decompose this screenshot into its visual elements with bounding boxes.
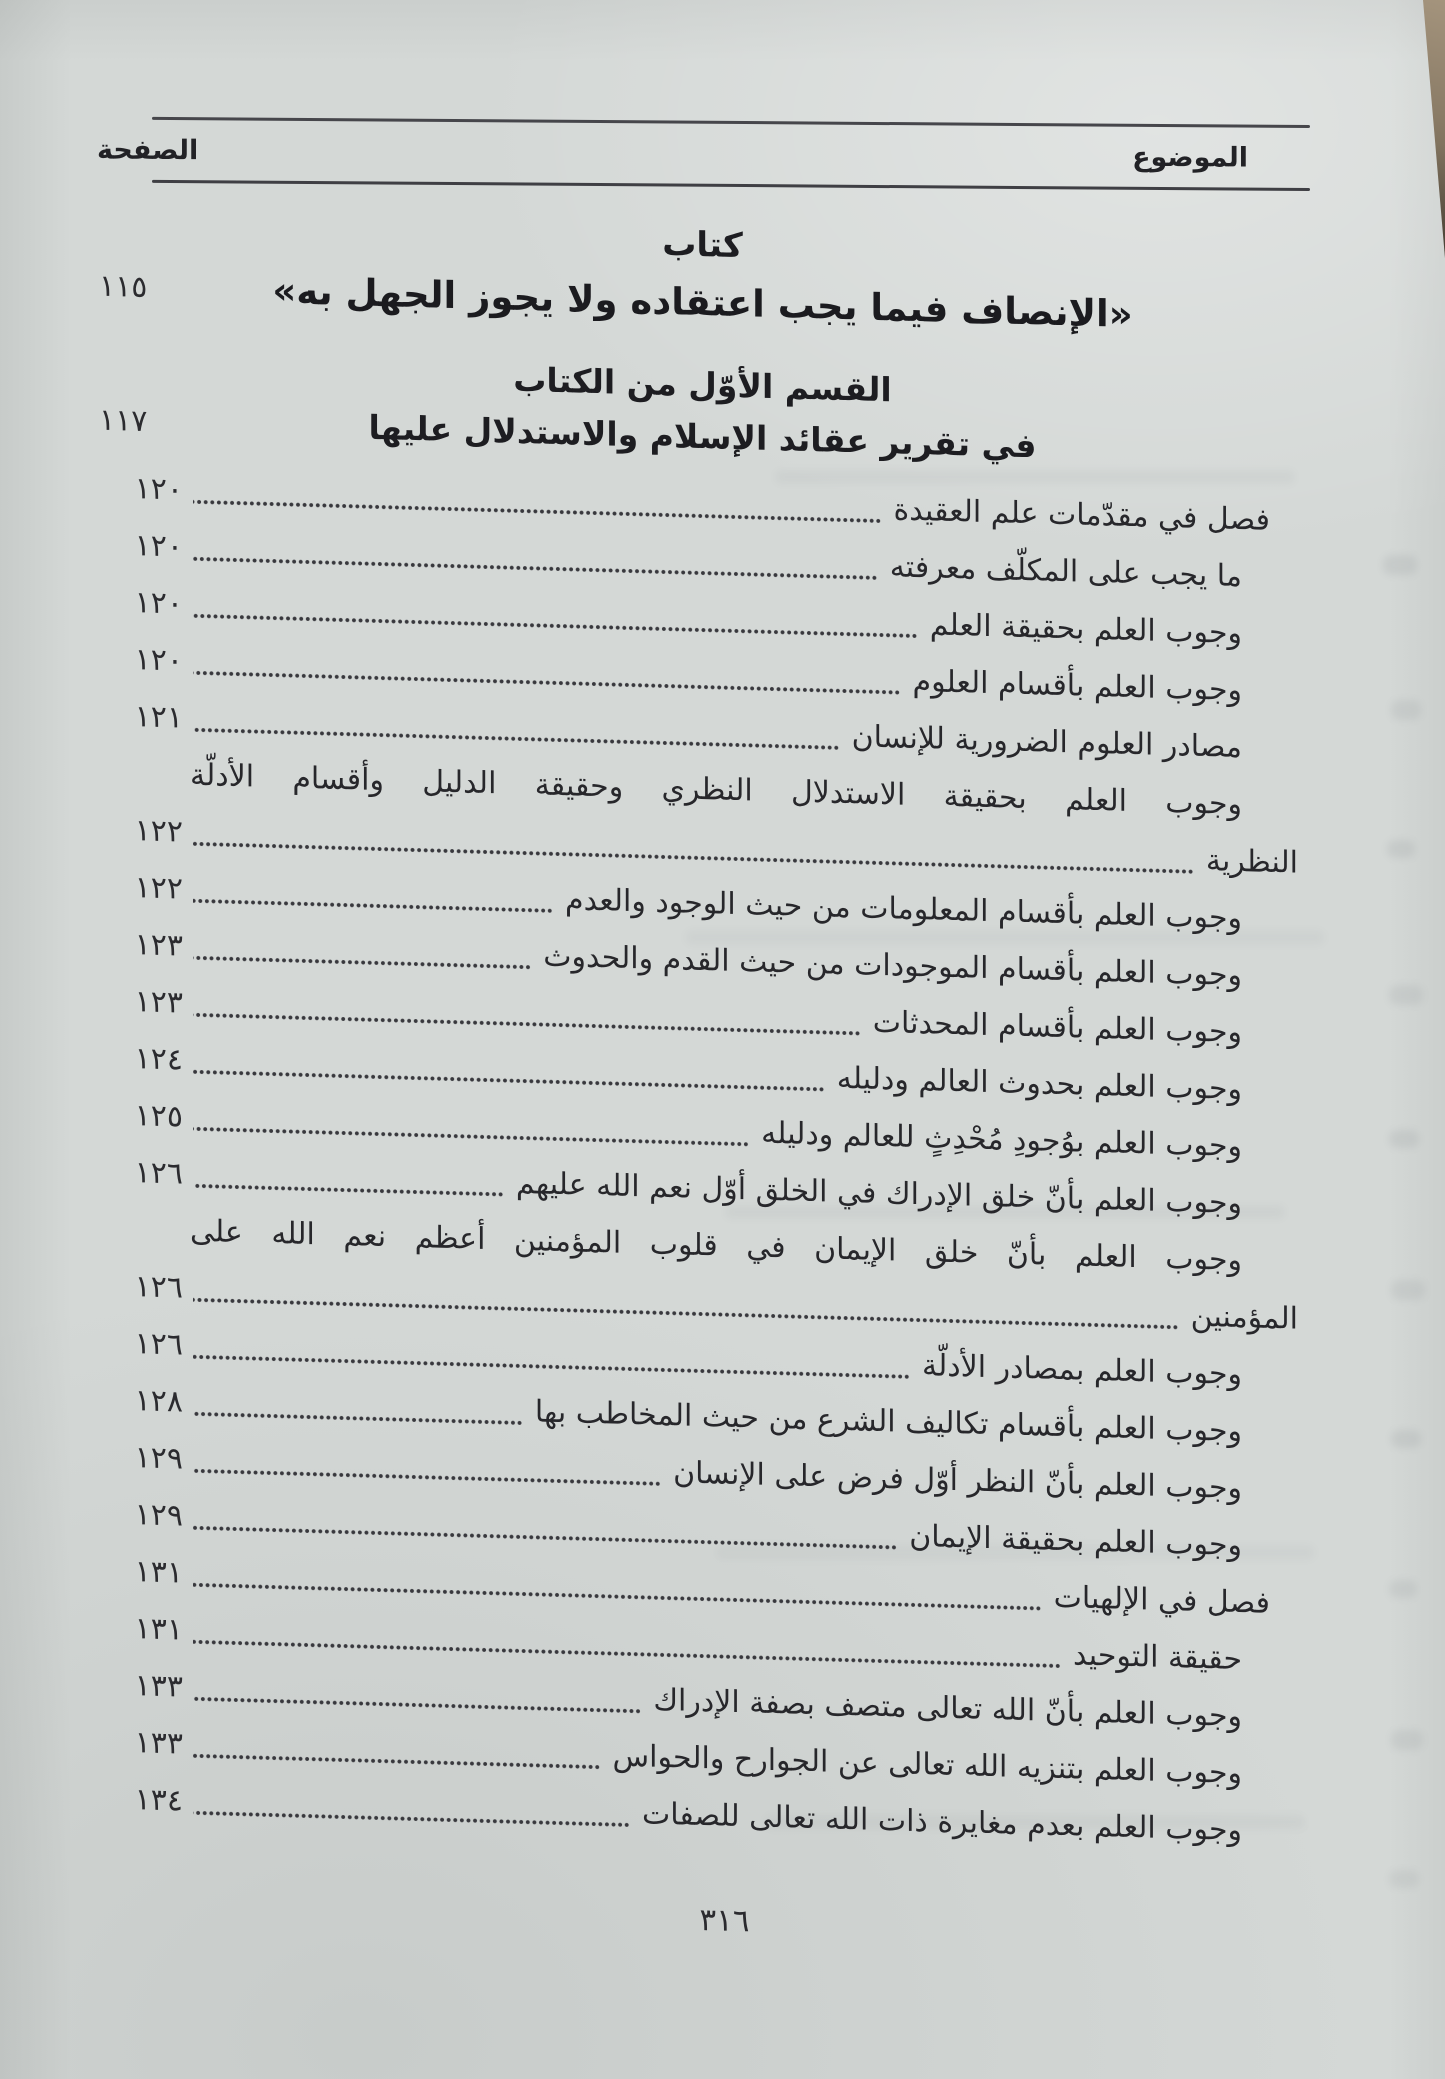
toc-page-number: ١٣٣ bbox=[134, 1668, 183, 1705]
toc-page-number: ١٢٣ bbox=[134, 984, 183, 1021]
toc-entry-title: وجوب العلم بأقسام المحدثات bbox=[872, 1004, 1242, 1051]
toc-entry-line1: وجوب العلم بأنّ خلق الإيمان في قلوب المؤمنين أعظم نعم الله على bbox=[190, 1213, 1242, 1279]
toc-entry-line1: وجوب العلم بحقيقة الاستدلال النظري وحقيقة الدليل وأقسام الأدلّة bbox=[190, 757, 1242, 823]
toc-entry-title: وجوب العلم بأقسام الموجودات من حيث القدم والحدوث bbox=[543, 938, 1242, 994]
toc-entry-title: وجوب العلم بأقسام تكاليف الشرع من حيث المخاطب بها bbox=[534, 1394, 1242, 1450]
bleed-mark bbox=[1391, 1430, 1421, 1448]
toc-page-number: ١٢٠ bbox=[134, 471, 183, 508]
bleed-mark bbox=[1389, 1130, 1419, 1148]
page-column-label: الصفحة bbox=[97, 134, 199, 166]
toc-page-number: ١٢٨ bbox=[134, 1383, 183, 1420]
bleed-mark bbox=[1389, 1580, 1417, 1598]
kitab-heading: كتاب bbox=[662, 223, 743, 267]
bleed-mark bbox=[1387, 840, 1415, 858]
part-page-number: ١١٧ bbox=[99, 402, 148, 440]
dot-leader bbox=[193, 1751, 601, 1772]
page-corner-background bbox=[1423, 0, 1445, 258]
part-heading: القسم الأوّل من الكتاب bbox=[513, 359, 892, 410]
toc-entry-title: وجوب العلم بوُجودِ مُحْدِثٍ للعالم ودليله bbox=[761, 1115, 1242, 1165]
toc-entry-title: المؤمنين bbox=[1190, 1298, 1298, 1337]
toc-page-number: ١٢٠ bbox=[134, 585, 183, 622]
book-title-page-number: ١١٥ bbox=[99, 268, 148, 306]
toc-page-number: ١٢١ bbox=[134, 699, 183, 736]
dot-leader bbox=[193, 953, 531, 972]
bleed-mark bbox=[1389, 1870, 1419, 1888]
toc-entry-title: وجوب العلم بتنزيه الله تعالى عن الجوارح والحواس bbox=[612, 1738, 1242, 1792]
toc-entry-title: فصل في الإلهيات bbox=[1053, 1579, 1270, 1621]
toc-page-number: ١٢٦ bbox=[134, 1269, 183, 1306]
toc-page-number: ١٣٤ bbox=[134, 1782, 183, 1819]
bleed-mark bbox=[1391, 1730, 1423, 1750]
toc-page-number: ١٢٩ bbox=[134, 1440, 183, 1477]
toc-page-number: ١٢٥ bbox=[134, 1098, 183, 1135]
toc-entry-title: وجوب العلم بمصادر الأدلّة bbox=[922, 1348, 1242, 1393]
toc-page-number: ١٢٦ bbox=[134, 1326, 183, 1363]
toc-entry-title: وجوب العلم بأقسام العلوم bbox=[912, 663, 1242, 709]
toc-page-number: ١٣١ bbox=[134, 1554, 183, 1591]
dot-leader bbox=[193, 1466, 661, 1489]
toc-page-content bbox=[95, 125, 1310, 1955]
page-body bbox=[95, 201, 1310, 1955]
toc-page-number: ١٣٣ bbox=[134, 1725, 183, 1762]
toc-entry-title: وجوب العلم بحقيقة الإيمان bbox=[909, 1518, 1242, 1564]
dot-leader bbox=[193, 1181, 504, 1200]
toc-page-number: ١٢٤ bbox=[134, 1041, 183, 1078]
dot-leader bbox=[193, 1067, 825, 1095]
toc-entry-title: وجوب العلم بأنّ الله تعالى متصف بصفة الإدراك bbox=[653, 1682, 1242, 1735]
part-subheading: في تقرير عقائد الإسلام والاستدلال عليها bbox=[368, 407, 1037, 466]
toc-page-number: ١٢٣ bbox=[134, 927, 183, 964]
toc-entry-title: وجوب العلم بحدوث العالم ودليله bbox=[836, 1060, 1242, 1108]
bleed-mark bbox=[1391, 1280, 1425, 1300]
dot-leader bbox=[193, 896, 553, 916]
toc-entry-title: وجوب العلم بأقسام المعلومات من حيث الوجود والعدم bbox=[565, 882, 1242, 937]
toc-entry-title: وجوب العلم بأنّ خلق الإدراك في الخلق أوّل نعم الله عليهم bbox=[515, 1165, 1242, 1222]
subject-column-label: الموضوع bbox=[1132, 141, 1248, 174]
toc-page-number: ١٣١ bbox=[134, 1611, 183, 1648]
dot-leader bbox=[193, 1694, 641, 1717]
folio-page-number: ٣١٦ bbox=[699, 1901, 750, 1940]
bleed-mark bbox=[1391, 700, 1421, 720]
toc-entry-title: وجوب العلم بحقيقة العلم bbox=[929, 607, 1242, 652]
dot-leader bbox=[193, 1808, 630, 1830]
toc-page-number: ١٢٢ bbox=[134, 870, 183, 907]
bleed-mark bbox=[1383, 555, 1417, 575]
toc-page-number: ١٢٢ bbox=[134, 813, 183, 850]
toc-page-number: ١٢٠ bbox=[134, 528, 183, 565]
dot-leader bbox=[193, 1409, 523, 1428]
toc-header bbox=[95, 117, 1310, 191]
toc-entry-title: وجوب العلم بأنّ النظر أوّل فرض على الإنسان bbox=[673, 1455, 1242, 1507]
toc-entry-title: فصل في مقدّمات علم العقيدة bbox=[893, 492, 1270, 538]
dot-leader bbox=[193, 1124, 749, 1150]
toc-page-number: ١٢٠ bbox=[134, 642, 183, 679]
toc-entry-title: وجوب العلم بعدم مغايرة ذات الله تعالى للصفات bbox=[642, 1796, 1242, 1849]
bleed-mark bbox=[1389, 985, 1423, 1005]
toc-entry-title: ما يجب على المكلّف معرفته bbox=[889, 549, 1242, 595]
toc-entry-title: مصادر العلوم الضرورية للإنسان bbox=[851, 719, 1242, 766]
toc-entry-title: حقيقة التوحيد bbox=[1073, 1637, 1242, 1678]
book-title: «الإنصاف فيما يجب اعتقاده ولا يجوز الجهل به» bbox=[272, 269, 1133, 337]
toc-entry-title: النظرية bbox=[1205, 843, 1298, 881]
toc-page-number: ١٢٩ bbox=[134, 1497, 183, 1534]
toc-page-number: ١٢٦ bbox=[134, 1155, 183, 1192]
toc-list bbox=[95, 459, 1310, 1861]
